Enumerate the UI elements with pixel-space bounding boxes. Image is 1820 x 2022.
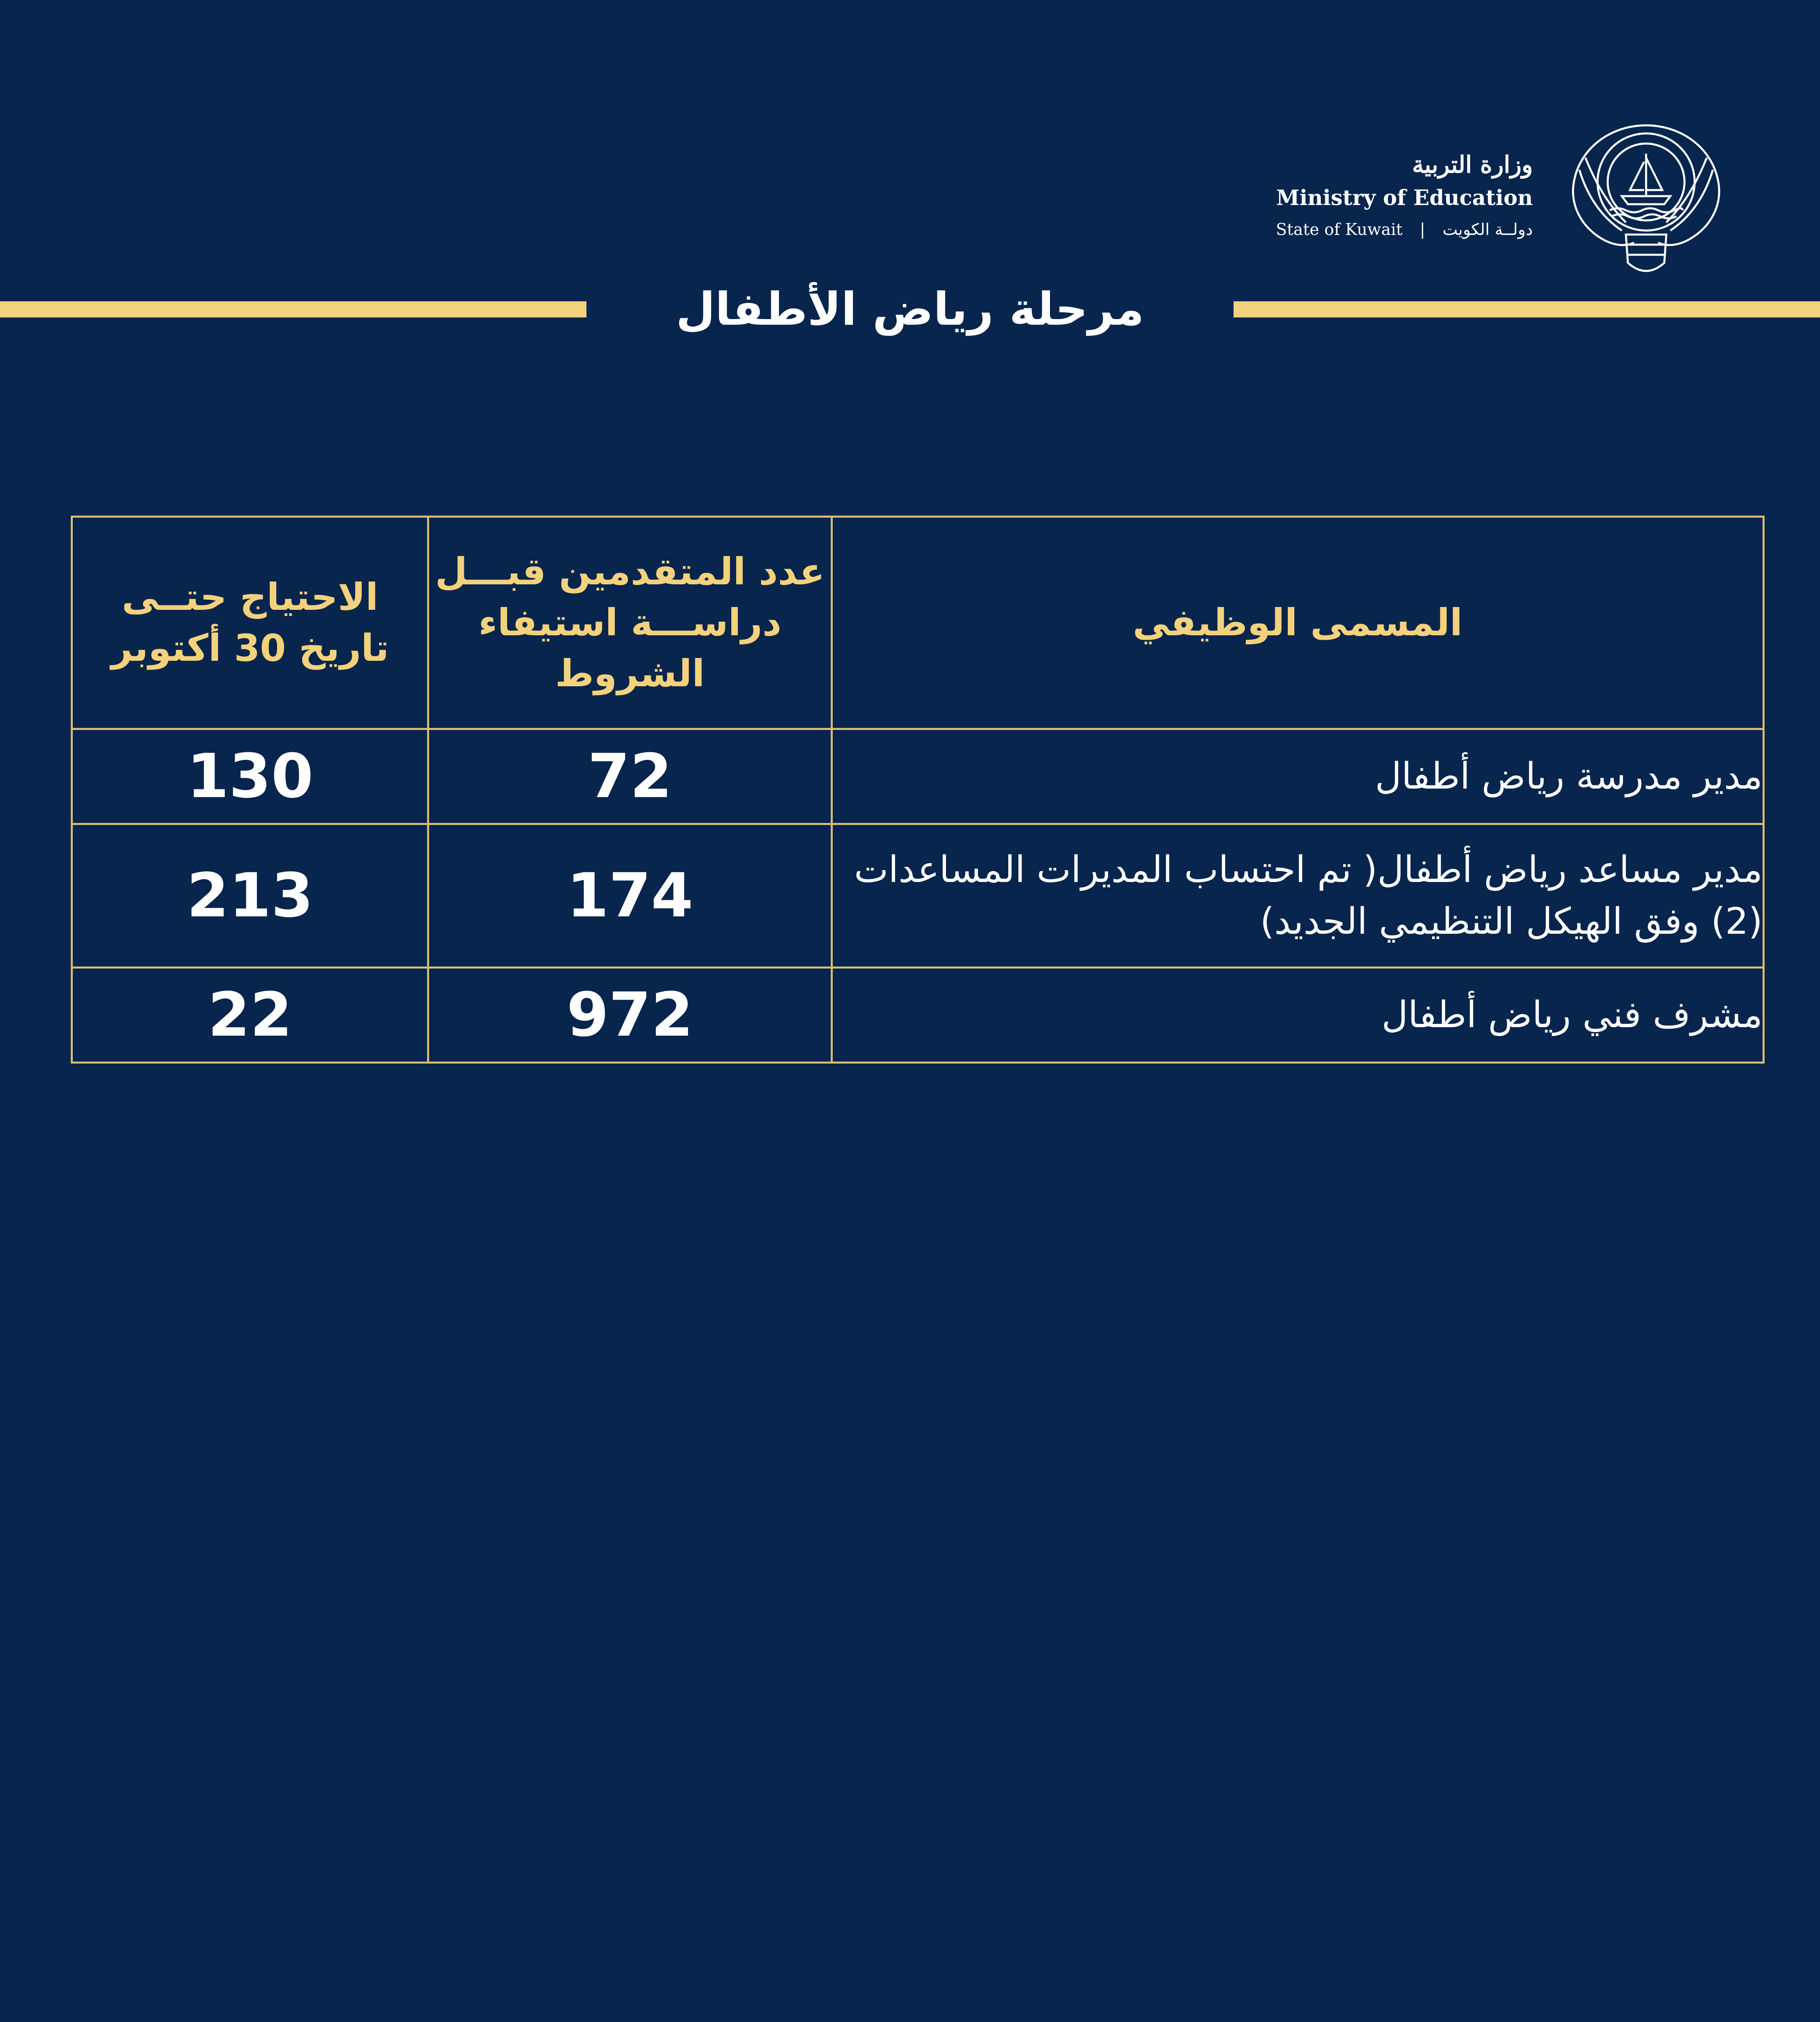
applicants-cell: 174 (428, 824, 832, 968)
applicants-cell: 972 (428, 968, 832, 1063)
ministry-name-english: Ministry of Education (1276, 186, 1533, 210)
table-row (72, 729, 1764, 824)
job-title-cell: مشرف فني رياض أطفال (832, 968, 1763, 1063)
header-job-title: المسمى الوظيفي (832, 517, 1763, 729)
need-cell: 213 (72, 824, 428, 968)
gold-divider-right (1234, 301, 1820, 317)
page-title: مرحلة رياض الأطفال (676, 283, 1144, 336)
gold-divider-left (0, 301, 586, 317)
header-need: الاحتياج حتــى تاريخ 30 أكتوبر (72, 517, 428, 729)
header-applicants: عدد المتقدمين قبـــل دراســـة استيفاء الشروط (428, 517, 832, 729)
ministry-header (1276, 109, 1731, 283)
state-english: State of Kuwait (1276, 220, 1403, 239)
job-title-cell: مدير مدرسة رياض أطفال (832, 729, 1763, 824)
applicants-cell: 72 (428, 729, 832, 824)
table-row (72, 824, 1764, 968)
need-cell: 22 (72, 968, 428, 1063)
jobs-table (71, 516, 1765, 1064)
state-arabic: دولــة الكويت (1442, 220, 1533, 239)
job-title-cell: مدير مساعد رياض أطفال( تم احتساب المديرات المساعدات (2) وفق الهيكل التنظيمي الجديد) (832, 824, 1763, 968)
table-header-row (72, 517, 1764, 729)
kuwait-emblem-icon (1561, 109, 1731, 283)
state-line (1276, 216, 1533, 244)
table-row (72, 968, 1764, 1063)
title-band (0, 283, 1820, 336)
ministry-name-arabic: وزارة التربية (1412, 151, 1533, 178)
ministry-text-block (1276, 148, 1533, 244)
state-separator: | (1420, 220, 1425, 239)
need-cell: 130 (72, 729, 428, 824)
